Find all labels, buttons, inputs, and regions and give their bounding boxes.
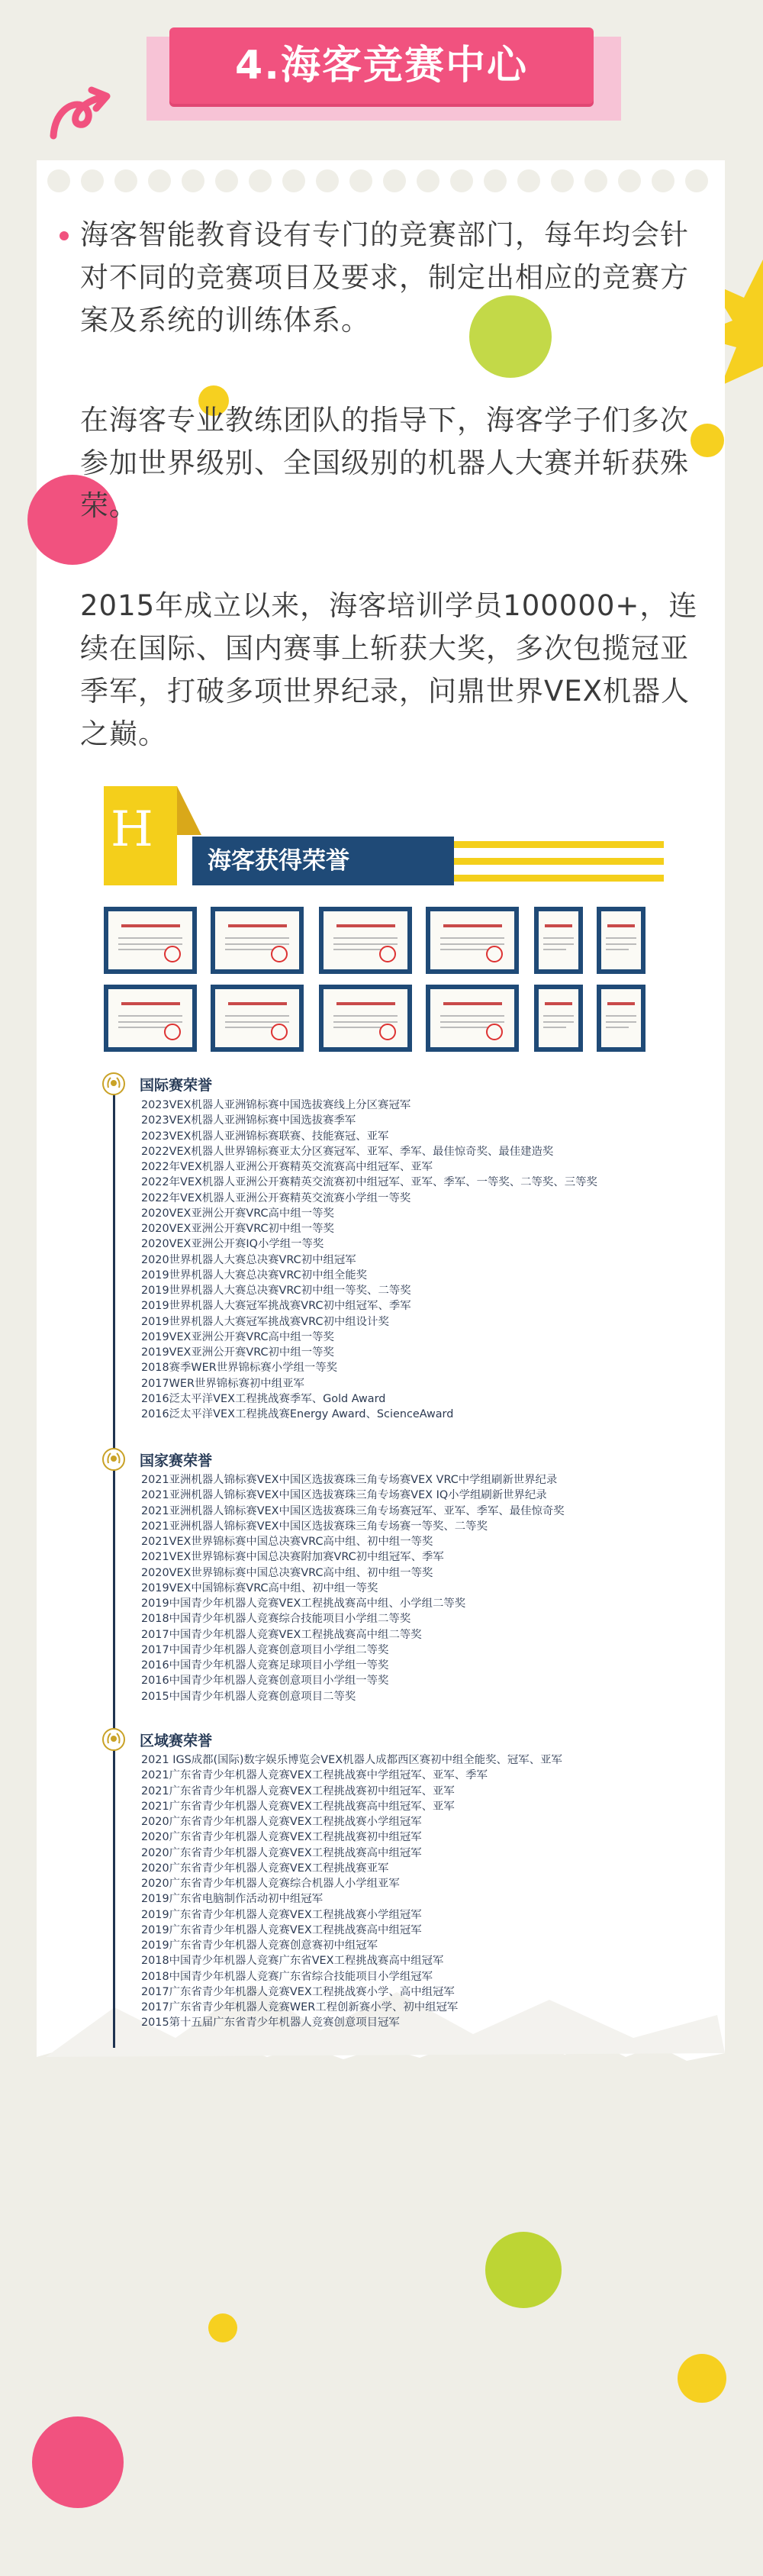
honors-logo-letter: H [111,801,153,858]
list-item: 2018中国青少年机器人竞赛广东省VEX工程挑战赛高中组冠军 [141,1955,444,1968]
list-item: 2017广东省青少年机器人竞赛WER工程创新赛小学、初中组冠军 [141,2001,459,2013]
page-title: 4.海客竞赛中心 [235,43,528,89]
list-item: 2021广东省青少年机器人竞赛VEX工程挑战赛高中组冠军、亚军 [141,1800,455,1813]
list-item: 2016中国青少年机器人竞赛创意项目小学组一等奖 [141,1675,389,1688]
stripe-decoration [454,858,664,865]
list-item: 2019VEX亚洲公开赛VRC高中组一等奖 [141,1330,334,1343]
certificate-image [319,907,412,974]
certificate-image [211,907,304,974]
list-item: 2018赛季WER世界锦标赛小学组一等奖 [141,1362,338,1375]
list-item: 2023VEX机器人亚洲锦标赛联赛、技能赛冠、亚军 [141,1130,389,1143]
list-item: 2018中国青少年机器人竞赛广东省综合技能项目小学组冠军 [141,1970,433,1983]
regional-honors-list [141,1752,675,2031]
achievement-paragraph: 在海客专业教练团队的指导下，海客学子们多次参加世界级别、全国级别的机器人大赛并斩获殊荣。 [80,404,689,522]
list-item: 2020世界机器人大赛总决赛VRC初中组冠军 [141,1253,356,1266]
list-item: 2017广东省青少年机器人竞赛VEX工程挑战赛小学、高中组冠军 [141,1985,455,1998]
list-item: 2017WER世界锦标赛初中组亚军 [141,1377,304,1390]
national-honors-title: 国家赛荣誉 [140,1452,213,1469]
timeline-line [113,1090,115,2048]
list-item: 2021亚洲机器人锦标赛VEX中国区选拔赛珠三角专场赛一等奖、二等奖 [141,1520,488,1533]
list-item: 2019世界机器人大赛总决赛VRC初中组一等奖、二等奖 [141,1285,411,1297]
intro-paragraph: 海客智能教育设有专门的竞赛部门，每年均会针对不同的竞赛项目及要求，制定出相应的竞赛方案及系统的训练体系。 [80,218,689,337]
regional-honors-title: 区域赛荣誉 [140,1733,213,1749]
list-item: 2016中国青少年机器人竞赛足球项目小学组一等奖 [141,1659,389,1672]
list-item: 2019中国青少年机器人竞赛VEX工程挑战赛高中组、小学组二等奖 [141,1598,466,1610]
bullet-icon [60,231,69,240]
laurel-badge-icon [102,1448,125,1471]
list-item: 2021广东省青少年机器人竞赛VEX工程挑战赛初中组冠军、亚军 [141,1785,455,1797]
list-item: 2019广东省青少年机器人竞赛创意赛初中组冠军 [141,1939,378,1952]
certificate-image [534,907,583,974]
list-item: 2020VEX世界锦标赛中国总决赛VRC高中组、初中组一等奖 [141,1566,433,1579]
list-item: 2021 IGS成都(国际)数字娱乐博览会VEX机器人成都西区赛初中组全能奖、冠军、亚军 [141,1754,562,1766]
honors-banner-title: 海客获得荣誉 [192,837,454,885]
pink-circle-decoration [32,2416,124,2508]
list-item: 2020VEX亚洲公开赛IQ小学组一等奖 [141,1238,324,1251]
list-item: 2020VEX亚洲公开赛VRC高中组一等奖 [141,1207,334,1220]
list-item: 2020广东省青少年机器人竞赛VEX工程挑战赛小学组冠军 [141,1816,422,1828]
list-item: 2023VEX机器人亚洲锦标赛中国选拔赛线上分区赛冠军 [141,1099,411,1111]
list-item: 2019世界机器人大赛冠军挑战赛VRC初中组冠军、季军 [141,1300,411,1313]
laurel-badge-icon [102,1072,125,1095]
list-item: 2019广东省青少年机器人竞赛VEX工程挑战赛小学组冠军 [141,1908,422,1921]
yellow-dot-decoration [208,2313,237,2342]
list-item: 2021VEX世界锦标赛中国总决赛附加赛VRC初中组冠军、季军 [141,1551,444,1564]
list-item: 2020广东省青少年机器人竞赛VEX工程挑战赛初中组冠军 [141,1831,422,1844]
certificate-image [534,985,583,1052]
list-item: 2015第十五届广东省青少年机器人竞赛创意项目冠军 [141,2017,400,2030]
list-item: 2020广东省青少年机器人竞赛VEX工程挑战赛高中组冠军 [141,1846,422,1859]
list-item: 2016泛太平洋VEX工程挑战赛Energy Award、ScienceAward [141,1408,454,1420]
list-item: 2021亚洲机器人锦标赛VEX中国区选拔赛珠三角专场赛VEX VRC中学组刷新世界纪录 [141,1474,558,1486]
list-item: 2023VEX机器人亚洲锦标赛中国选拔赛季军 [141,1114,356,1127]
list-item: 2019广东省电脑制作活动初中组冠军 [141,1893,324,1906]
list-item: 2019世界机器人大赛总决赛VRC初中组全能奖 [141,1269,368,1282]
list-item: 2021亚洲机器人锦标赛VEX中国区选拔赛珠三角专场赛VEX IQ小学组刷新世界纪录 [141,1489,547,1502]
certificate-image [597,985,645,1052]
list-item: 2016泛太平洋VEX工程挑战赛季军、Gold Award [141,1392,386,1405]
stripe-decoration [454,875,664,882]
list-item: 2022年VEX机器人亚洲公开赛精英交流赛小学组一等奖 [141,1191,411,1204]
list-item: 2019世界机器人大赛冠军挑战赛VRC初中组设计奖 [141,1315,389,1328]
yellow-dot-decoration [678,2354,726,2403]
certificate-image [211,985,304,1052]
list-item: 2017中国青少年机器人竞赛创意项目小学组二等奖 [141,1643,389,1656]
certificate-image [104,985,197,1052]
list-item: 2022年VEX机器人亚洲公开赛精英交流赛初中组冠军、亚军、季军、一等奖、二等奖、三等奖 [141,1176,597,1189]
certificate-image [597,907,645,974]
list-item: 2021广东省青少年机器人竞赛VEX工程挑战赛中学组冠军、亚军、季军 [141,1769,488,1782]
certificate-image [104,907,197,974]
list-item: 2022VEX机器人世界锦标赛亚太分区赛冠军、亚军、季军、最佳惊奇奖、最佳建造奖 [141,1145,554,1158]
certificate-image [426,907,519,974]
list-item: 2021亚洲机器人锦标赛VEX中国区选拔赛珠三角专场赛冠军、亚军、季军、最佳惊奇奖 [141,1504,565,1517]
list-item: 2022年VEX机器人亚洲公开赛精英交流赛高中组冠军、亚军 [141,1161,433,1173]
national-honors-list [141,1472,675,1704]
list-item: 2019VEX中国锦标赛VRC高中组、初中组一等奖 [141,1581,378,1594]
list-item: 2015中国青少年机器人竞赛创意项目二等奖 [141,1690,356,1703]
list-item: 2020VEX亚洲公开赛VRC初中组一等奖 [141,1223,334,1235]
curly-arrow-icon [47,82,116,143]
laurel-badge-icon [102,1728,125,1751]
certificate-image [426,985,519,1052]
list-item: 2018中国青少年机器人竞赛综合技能项目小学组二等奖 [141,1613,411,1626]
list-item: 2019VEX亚洲公开赛VRC初中组一等奖 [141,1346,334,1359]
list-item: 2021VEX世界锦标赛中国总决赛VRC高中组、初中组一等奖 [141,1536,433,1548]
list-item: 2017中国青少年机器人竞赛VEX工程挑战赛高中组二等奖 [141,1628,422,1641]
green-circle-decoration [485,2232,562,2308]
international-honors-title: 国际赛荣誉 [140,1077,213,1094]
list-item: 2020广东省青少年机器人竞赛VEX工程挑战赛亚军 [141,1862,389,1875]
list-item: 2020广东省青少年机器人竞赛综合机器人小学组亚军 [141,1878,400,1890]
history-paragraph: 2015年成立以来，海客培训学员100000+，连续在国际、国内赛事上斩获大奖，多次包揽冠亚季军，打破多项世界纪录，问鼎世界VEX机器人之巅。 [80,589,698,750]
list-item: 2019广东省青少年机器人竞赛VEX工程挑战赛高中组冠军 [141,1923,422,1936]
international-honors-list [141,1098,675,1422]
certificate-image [319,985,412,1052]
stripe-decoration [454,841,664,848]
